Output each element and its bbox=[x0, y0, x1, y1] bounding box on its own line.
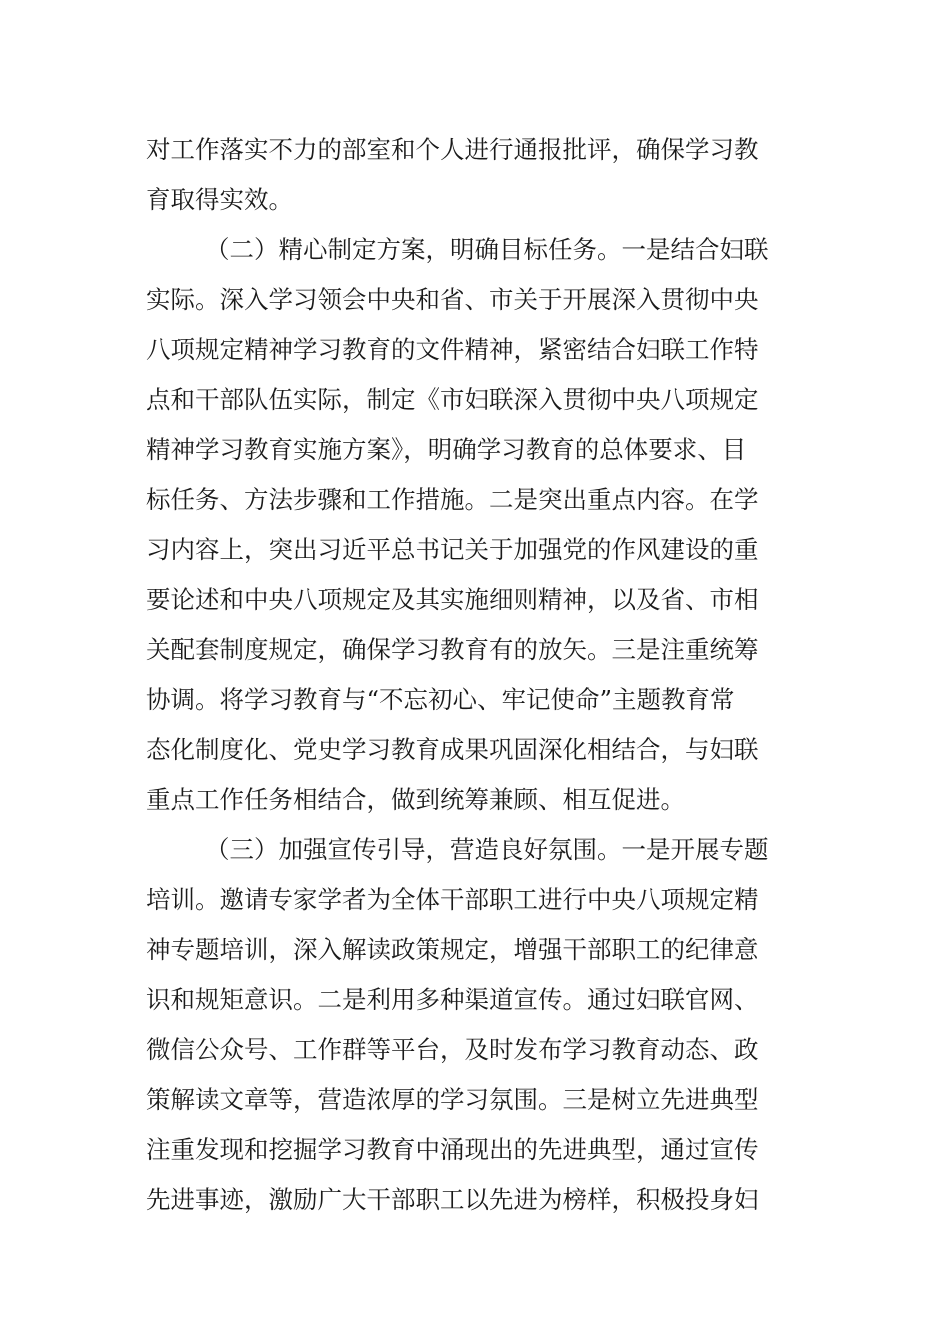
text-line: 八项规定精神学习教育的文件精神，紧密结合妇联工作特 bbox=[146, 335, 759, 364]
text-line: 微信公众号、工作群等平台，及时发布学习教育动态、政 bbox=[146, 1035, 759, 1064]
text-line: 习内容上，突出习近平总书记关于加强党的作风建设的重 bbox=[146, 535, 759, 564]
text-line: 育取得实效。 bbox=[146, 185, 293, 214]
text-line: 实际。深入学习领会中央和省、市关于开展深入贯彻中央 bbox=[146, 285, 759, 314]
text-line: 重点工作任务相结合，做到统筹兼顾、相互促进。 bbox=[146, 785, 685, 814]
text-line: 精神学习教育实施方案》，明确学习教育的总体要求、目 bbox=[146, 435, 747, 464]
text-line: 对工作落实不力的部室和个人进行通报批评，确保学习教 bbox=[146, 135, 759, 164]
text-line: 策解读文章等，营造浓厚的学习氛围。三是树立先进典型 bbox=[146, 1085, 759, 1114]
text-line: 态化制度化、党史学习教育成果巩固深化相结合，与妇联 bbox=[146, 735, 759, 764]
text-line: 培训。邀请专家学者为全体干部职工进行中央八项规定精 bbox=[146, 885, 759, 914]
text-line: 标任务、方法步骤和工作措施。二是突出重点内容。在学 bbox=[146, 485, 759, 514]
text-line: （二）精心制定方案，明确目标任务。一是结合妇联 bbox=[205, 235, 769, 264]
text-line: 注重发现和挖掘学习教育中涌现出的先进典型，通过宣传 bbox=[146, 1135, 759, 1164]
text-line: 关配套制度规定，确保学习教育有的放矢。三是注重统筹 bbox=[146, 635, 759, 664]
text-line: 神专题培训，深入解读政策规定，增强干部职工的纪律意 bbox=[146, 935, 759, 964]
text-line: 协调。将学习教育与“不忘初心、牢记使命”主题教育常 bbox=[146, 685, 735, 714]
text-line: （三）加强宣传引导，营造良好氛围。一是开展专题 bbox=[205, 835, 769, 864]
text-line: 点和干部队伍实际，制定《市妇联深入贯彻中央八项规定 bbox=[146, 385, 759, 414]
text-line: 要论述和中央八项规定及其实施细则精神，以及省、市相 bbox=[146, 585, 759, 614]
text-line: 先进事迹，激励广大干部职工以先进为榜样，积极投身妇 bbox=[146, 1185, 759, 1214]
text-line: 识和规矩意识。二是利用多种渠道宣传。通过妇联官网、 bbox=[146, 985, 759, 1014]
